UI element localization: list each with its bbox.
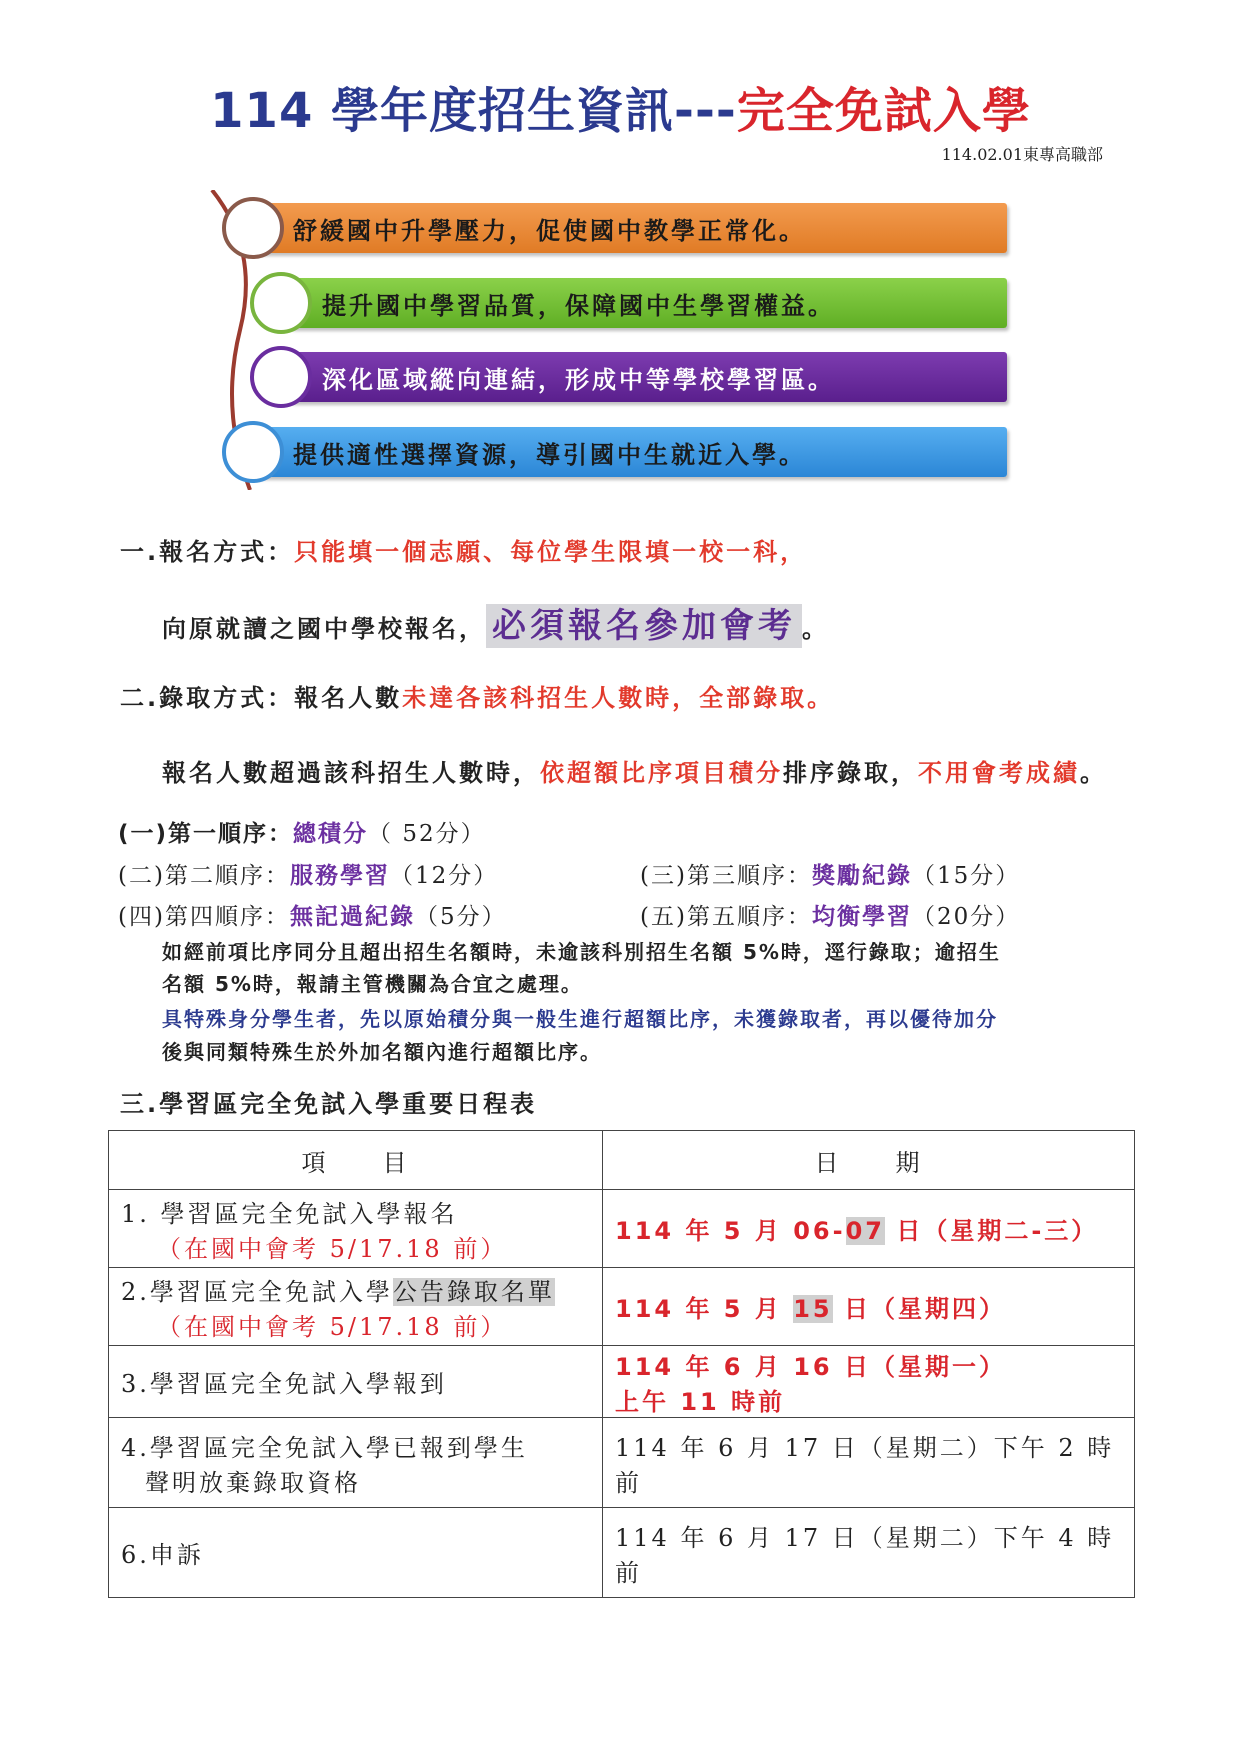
order-1 bbox=[118, 815, 486, 848]
header-item: 項 目 bbox=[109, 1131, 603, 1190]
order-2-value: 服務學習 bbox=[289, 863, 390, 889]
table-header-row bbox=[109, 1131, 1135, 1190]
order-5-score: （20分） bbox=[911, 904, 1021, 930]
row2-date-post: 日（星期四） bbox=[832, 1295, 1006, 1323]
row1-date-pre: 114 年 5 月 06- bbox=[615, 1217, 846, 1245]
section2-line2 bbox=[162, 753, 1107, 788]
note-line-3: 具特殊身分學生者，先以原始積分與一般生進行超額比序，未獲錄取者，再以優待加分 bbox=[162, 1007, 998, 1031]
section1-line2-post: 。 bbox=[802, 615, 829, 643]
banner-4-text: 提供適性選擇資源，導引國中生就近入學。 bbox=[293, 440, 806, 469]
row2-date-hl: 15 bbox=[793, 1295, 833, 1323]
dateline: 114.02.01東專高職部 bbox=[941, 145, 1103, 164]
order-3 bbox=[640, 857, 1020, 890]
row1-note: （在國中會考 5/17.18 前） bbox=[157, 1234, 508, 1263]
row1-date-hl: 07 bbox=[845, 1217, 885, 1245]
row1-date-post: 日（星期二-三） bbox=[884, 1217, 1099, 1245]
section2-line2-red: 依超額比序項目積分 bbox=[540, 759, 783, 787]
section2-red: 未達各該科招生人數時，全部錄取。 bbox=[402, 684, 835, 712]
banner-2-bullet-icon bbox=[250, 272, 312, 334]
header-date: 日 期 bbox=[603, 1131, 1135, 1190]
order-1-score: （ 52分） bbox=[368, 821, 486, 847]
page-title bbox=[0, 72, 1241, 141]
row2-note: （在國中會考 5/17.18 前） bbox=[157, 1312, 508, 1341]
row4-date: 114 年 6 月 17 日（星期二）下午 2 時前 bbox=[603, 1418, 1135, 1508]
order-1-value: 總積分 bbox=[293, 821, 369, 847]
section2-line2-pre: 報名人數超過該科招生人數時， bbox=[162, 759, 540, 787]
section1-line2 bbox=[162, 598, 829, 647]
order-5-label: (五)第五順序： bbox=[640, 904, 812, 930]
row2-date bbox=[603, 1268, 1135, 1346]
title-part2: 完全免試入學 bbox=[736, 83, 1031, 139]
row2-item-hl: 公告錄取名單 bbox=[392, 1277, 555, 1306]
order-2-label: (二)第二順序： bbox=[118, 863, 290, 889]
row3-date-line1: 114 年 6 月 16 日（星期一） bbox=[615, 1352, 1006, 1381]
order-3-score: （15分） bbox=[911, 863, 1021, 889]
row3-date-line2: 上午 11 時前 bbox=[615, 1387, 786, 1416]
banner-2-text: 提升國中學習品質，保障國中生學習權益。 bbox=[322, 291, 835, 320]
banner-4-bullet-icon bbox=[222, 421, 284, 483]
row2-item-pre: 2.學習區完全免試入學 bbox=[121, 1277, 393, 1306]
note-line-4: 後與同類特殊生於外加名額內進行超額比序。 bbox=[162, 1040, 602, 1064]
table-row bbox=[109, 1346, 1135, 1418]
banner-1-bullet-icon bbox=[222, 197, 284, 259]
order-4-value: 無記過紀錄 bbox=[289, 904, 415, 930]
banner-3 bbox=[290, 352, 1007, 402]
row5-date: 114 年 6 月 17 日（星期二）下午 4 時前 bbox=[603, 1508, 1135, 1598]
row5-item: 6.申訴 bbox=[109, 1508, 603, 1598]
section1-line2-pre: 向原就讀之國中學校報名， bbox=[162, 615, 486, 643]
row2-date-pre: 114 年 5 月 bbox=[615, 1295, 794, 1323]
order-4-label: (四)第四順序： bbox=[118, 904, 290, 930]
table-row bbox=[109, 1268, 1135, 1346]
title-part1: 114 學年度招生資訊--- bbox=[210, 83, 737, 139]
order-4-score: （5分） bbox=[414, 904, 507, 930]
row1-item-text: 1. 學習區完全免試入學報名 bbox=[121, 1199, 458, 1228]
row4-item-line1: 4.學習區完全免試入學已報到學生 bbox=[121, 1433, 528, 1462]
section2-line2-red2: 不用會考成績 bbox=[918, 759, 1080, 787]
section2-line1 bbox=[120, 678, 834, 713]
section2-line2-mid: 排序錄取， bbox=[783, 759, 918, 787]
banner-1 bbox=[255, 203, 1007, 253]
banner-4 bbox=[255, 427, 1007, 477]
table-row bbox=[109, 1190, 1135, 1268]
row4-item-line2: 聲明放棄錄取資格 bbox=[145, 1468, 361, 1497]
banner-3-text: 深化區域縱向連結，形成中等學校學習區。 bbox=[322, 365, 835, 394]
order-2 bbox=[118, 857, 498, 890]
row3-item: 3.學習區完全免試入學報到 bbox=[109, 1346, 603, 1418]
section2-line2-post: 。 bbox=[1080, 759, 1107, 787]
order-5 bbox=[640, 898, 1020, 931]
banner-1-text: 舒緩國中升學壓力，促使國中教學正常化。 bbox=[293, 216, 806, 245]
note-line-2: 名額 5%時，報請主管機關為合宜之處理。 bbox=[162, 972, 583, 996]
section1-line1 bbox=[120, 532, 807, 567]
note-line-1: 如經前項比序同分且超出招生名額時，未逾該科別招生名額 5%時，逕行錄取；逾招生 bbox=[162, 940, 1001, 964]
section1-highlight: 必須報名參加會考 bbox=[486, 604, 802, 648]
order-5-value: 均衡學習 bbox=[811, 904, 912, 930]
row2-item bbox=[109, 1268, 603, 1346]
row4-item bbox=[109, 1418, 603, 1508]
row1-date bbox=[603, 1190, 1135, 1268]
banner-2 bbox=[290, 278, 1007, 328]
table-row bbox=[109, 1508, 1135, 1598]
section2-label: 二.錄取方式： bbox=[120, 684, 295, 712]
section1-red: 只能填一個志願、每位學生限填一校一科， bbox=[294, 538, 808, 566]
order-4 bbox=[118, 898, 507, 931]
table-row bbox=[109, 1418, 1135, 1508]
order-3-label: (三)第三順序： bbox=[640, 863, 812, 889]
section2-pre: 報名人數 bbox=[294, 684, 403, 712]
order-2-score: （12分） bbox=[389, 863, 499, 889]
banner-3-bullet-icon bbox=[250, 346, 312, 408]
section1-label: 一.報名方式： bbox=[120, 538, 295, 566]
row3-date bbox=[603, 1346, 1135, 1418]
order-3-value: 獎勵紀錄 bbox=[811, 863, 912, 889]
section3-heading: 三.學習區完全免試入學重要日程表 bbox=[120, 1090, 538, 1118]
order-1-label: (一)第一順序： bbox=[118, 821, 294, 847]
schedule-table bbox=[108, 1130, 1135, 1598]
row1-item bbox=[109, 1190, 603, 1268]
